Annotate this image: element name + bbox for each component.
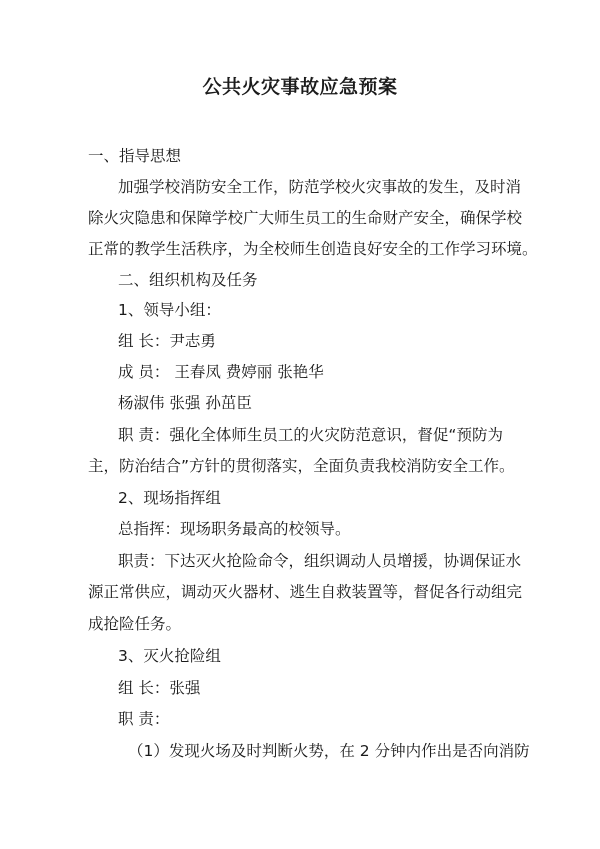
heading-organization: 二、组织机构及任务	[118, 271, 258, 289]
duty-line: 主，防治结合”方针的贯彻落实，全面负责我校消防安全工作。	[88, 457, 515, 475]
paragraph-line: 正常的教学生活秩序，为全校师生创造良好安全的工作学习环境。	[88, 240, 538, 258]
members-line: 杨淑伟 张强 孙茁臣	[118, 394, 252, 412]
document-title: 公共火灾事故应急预案	[202, 76, 398, 98]
members-line: 成 员： 王春凤 费婷丽 张艳华	[118, 363, 324, 381]
commander-line: 总指挥：现场职务最高的校领导。	[118, 520, 351, 538]
heading-guiding-thought: 一、指导思想	[88, 147, 182, 165]
group-leader-line: 组 长：尹志勇	[118, 332, 216, 350]
duty-line: 职责：下达灭火抢险命令，组织调动人员增援，协调保证水	[118, 552, 522, 570]
paragraph-line: 加强学校消防安全工作，防范学校火灾事故的发生，及时消	[118, 178, 522, 196]
subheading-firefighting-group: 3、灭火抢险组	[118, 647, 221, 665]
subheading-command-group: 2、现场指挥组	[118, 489, 221, 507]
duty-line: 源正常供应，调动灭火器材、逃生自救装置等，督促各行动组完	[88, 583, 523, 601]
duty-line: 职 责：	[118, 710, 170, 728]
paragraph-line: 除火灾隐患和保障学校广大师生员工的生命财产安全，确保学校	[88, 209, 523, 227]
duty-line: 职 责：强化全体师生员工的火灾防范意识，督促“预防为	[118, 426, 503, 444]
subheading-leadership-group: 1、领导小组：	[118, 301, 221, 319]
group-leader-line: 组 长：张强	[118, 679, 201, 697]
duty-line: 成抢险任务。	[88, 615, 182, 633]
duty-item-line: （1）发现火场及时判断火势，在 2 分钟内作出是否向消防	[128, 742, 530, 760]
